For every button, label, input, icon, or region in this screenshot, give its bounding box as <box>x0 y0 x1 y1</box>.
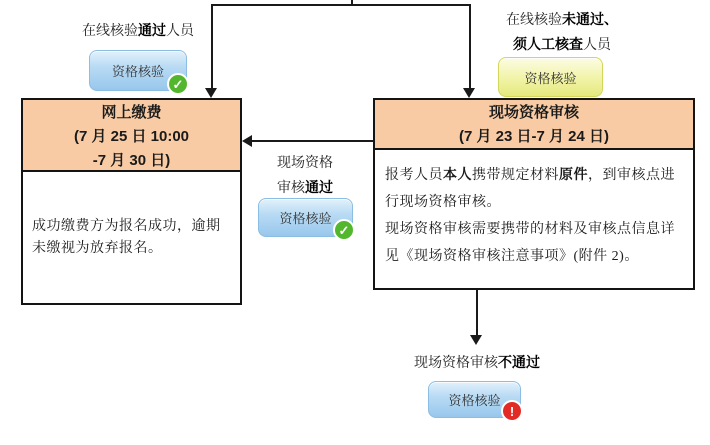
qualification-check-badge-online-fail <box>498 57 603 97</box>
connector-left-branch <box>211 4 213 89</box>
arrowhead-left-icon <box>242 135 252 147</box>
onsite-review-box-title <box>375 100 693 150</box>
label-line: 现场资格 <box>277 156 333 171</box>
exclamation-icon: ! <box>501 400 523 422</box>
label-line: 审核通过 <box>277 181 333 196</box>
payment-box-title <box>23 100 240 172</box>
qualification-check-badge-onsite-fail <box>428 381 521 418</box>
label-line: 须人工核查人员 <box>513 38 611 53</box>
connector-top-horizontal <box>211 4 471 6</box>
qualification-check-badge-onsite-pass <box>258 198 353 237</box>
connector-review-fail <box>476 290 478 336</box>
arrowhead-down-icon <box>463 88 475 98</box>
badge-label: 资格核验 <box>524 70 577 86</box>
label-text: 人员 <box>166 24 194 39</box>
body-paragraph: 现场资格审核需要携带的材料及审核点信息详见《现场资格审核注意事项》(附件 2)。 <box>385 222 675 264</box>
title-line: 现场资格审核 <box>488 104 579 121</box>
onsite-review-box <box>373 98 695 290</box>
label-onsite-review-failed: 现场资格审核不通过 <box>414 356 540 371</box>
label-line: 在线核验未通过、 <box>506 13 618 28</box>
title-line: (7 月 25 日 10:00 <box>73 128 190 145</box>
arrowhead-down-icon <box>470 335 482 345</box>
arrowhead-down-icon <box>205 88 217 98</box>
badge-label: 资格核验 <box>448 393 501 408</box>
connector-right-branch <box>469 4 471 89</box>
label-text-bold: 通过 <box>138 24 166 39</box>
label-text: 在线核验 <box>82 24 138 39</box>
payment-box <box>21 98 242 305</box>
label-online-verify-passed <box>58 21 218 43</box>
badge-label: 资格核验 <box>279 211 332 226</box>
title-line: -7 月 30 日) <box>92 152 171 169</box>
qualification-check-badge-online-pass <box>89 50 187 91</box>
title-line: 网上缴费 <box>101 104 162 121</box>
badge-label: 资格核验 <box>111 64 164 79</box>
body-paragraph: 报考人员本人携带规定材料原件，到审核点进行现场资格审核。 <box>385 168 675 210</box>
check-icon: ✓ <box>333 219 355 241</box>
label-onsite-review-passed <box>255 151 355 201</box>
payment-box-body: 成功缴费方为报名成功，逾期未缴视为放弃报名。 <box>32 219 221 256</box>
label-online-verify-failed <box>478 8 646 58</box>
check-icon: ✓ <box>167 73 189 95</box>
connector-review-to-payment <box>251 140 373 142</box>
title-line: (7 月 23 日-7 月 24 日) <box>458 128 610 145</box>
onsite-review-box-body <box>375 150 693 270</box>
